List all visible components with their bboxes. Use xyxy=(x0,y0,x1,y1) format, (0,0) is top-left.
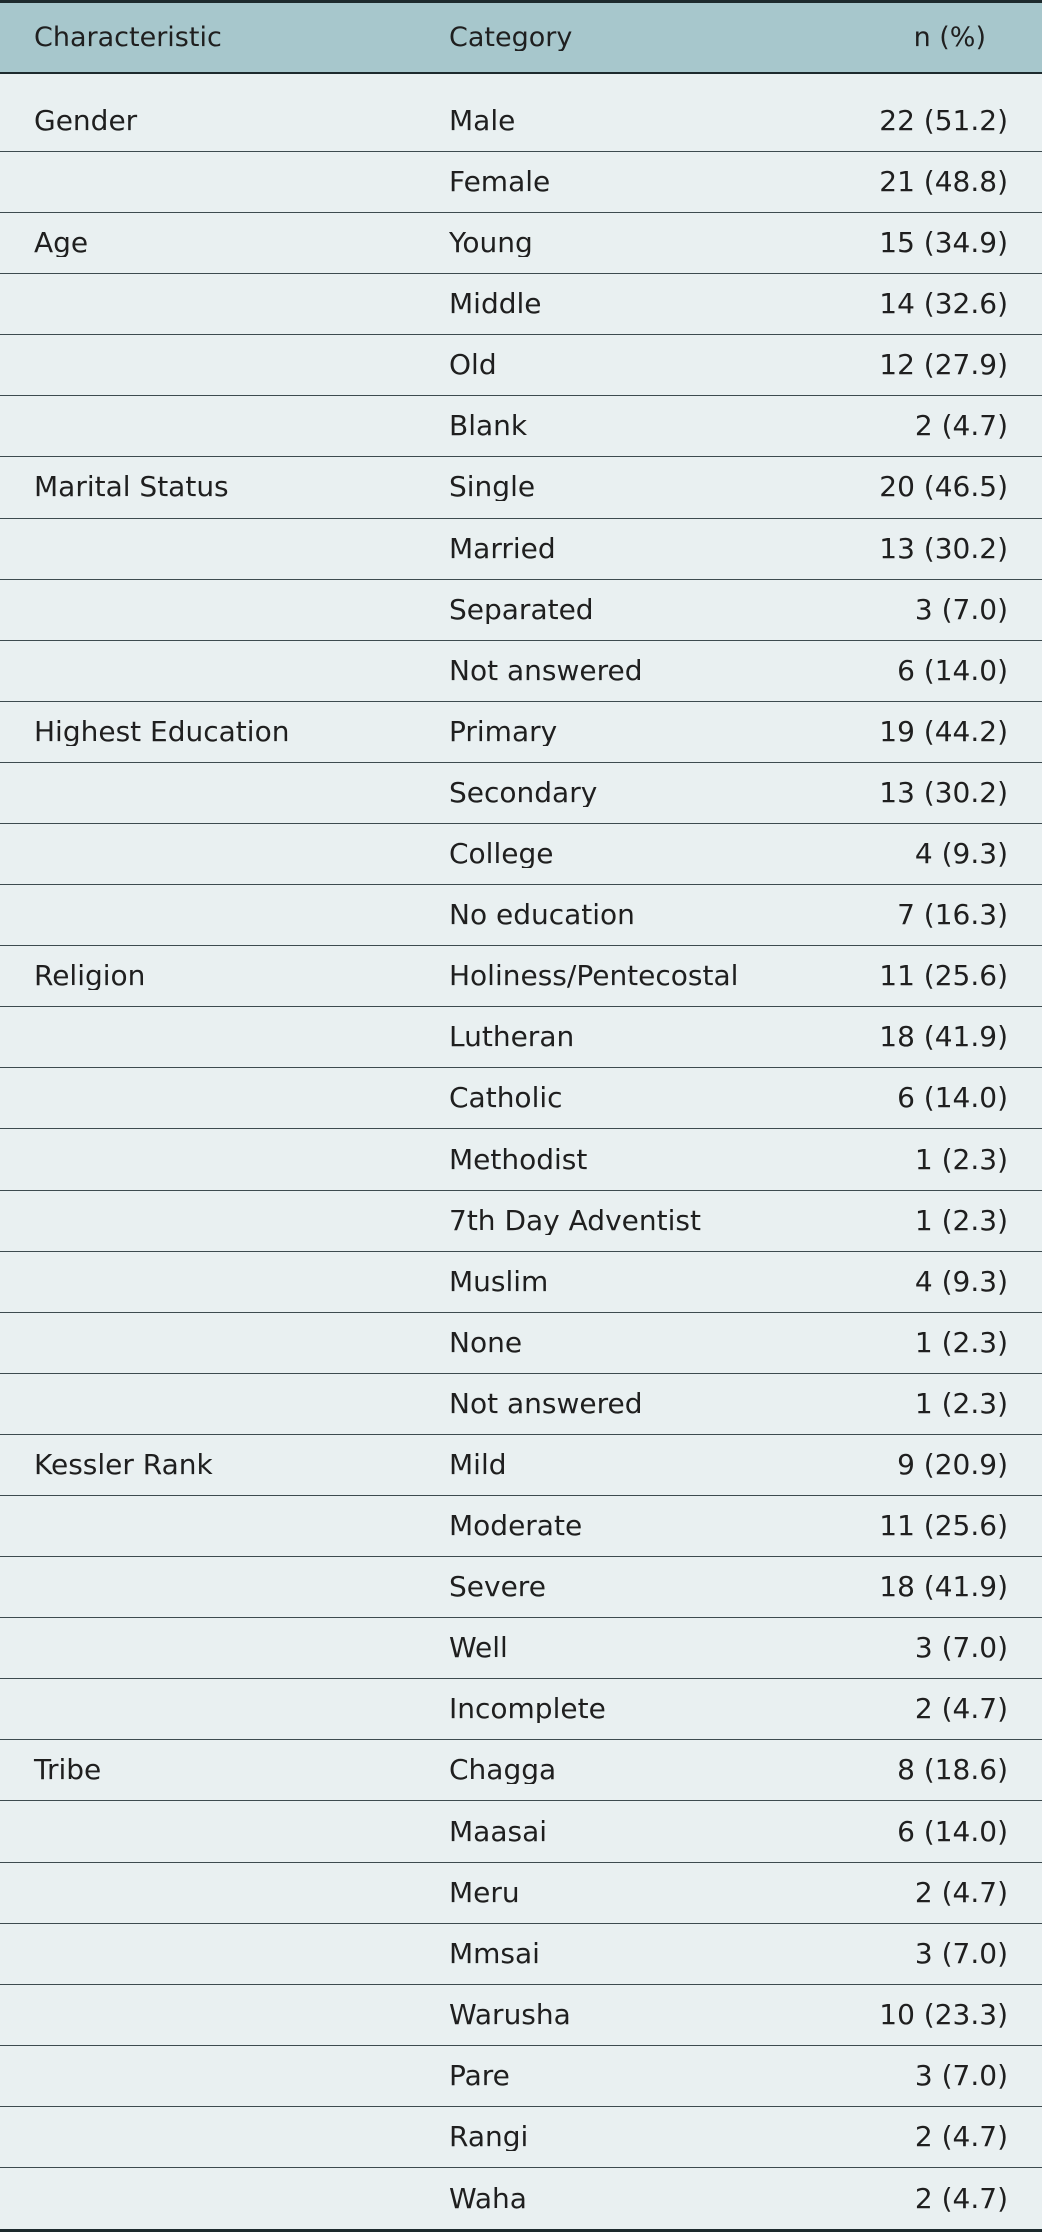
table-row xyxy=(0,885,1042,946)
category-cell: 7th Day Adventist xyxy=(449,1206,701,1235)
count-percent-cell: 13 (30.2) xyxy=(879,534,1008,563)
count-percent-cell: 4 (9.3) xyxy=(914,1267,1008,1296)
count-percent-cell: 18 (41.9) xyxy=(879,1023,1008,1052)
count-percent-cell: 6 (14.0) xyxy=(897,1084,1008,1113)
count-percent-cell: 3 (7.0) xyxy=(914,595,1008,624)
count-percent-cell: 9 (20.9) xyxy=(897,1450,1008,1479)
category-cell: Married xyxy=(449,534,556,563)
count-percent-cell: 1 (2.3) xyxy=(914,1145,1008,1174)
table-row xyxy=(0,1191,1042,1252)
count-percent-cell: 18 (41.9) xyxy=(879,1573,1008,1602)
category-cell: Muslim xyxy=(449,1267,549,1296)
count-percent-cell: 2 (4.7) xyxy=(914,2184,1008,2213)
category-cell: Single xyxy=(449,473,536,502)
category-cell: Methodist xyxy=(449,1145,588,1174)
table-row xyxy=(0,1068,1042,1129)
column-header-category: Category xyxy=(449,23,573,51)
table-row xyxy=(0,335,1042,396)
category-cell: Pare xyxy=(449,2061,510,2090)
table-row xyxy=(0,2168,1042,2229)
count-percent-cell: 11 (25.6) xyxy=(879,962,1008,991)
count-percent-cell: 13 (30.2) xyxy=(879,778,1008,807)
column-header-n-percent: n (%) xyxy=(913,23,986,51)
category-cell: Middle xyxy=(449,290,542,319)
category-cell: Female xyxy=(449,168,551,196)
table-row xyxy=(0,1496,1042,1557)
table-row xyxy=(0,1313,1042,1374)
table-row xyxy=(0,1863,1042,1924)
category-cell: Chagga xyxy=(449,1756,557,1785)
count-percent-cell: 3 (7.0) xyxy=(914,2061,1008,2090)
category-cell: Severe xyxy=(449,1573,546,1602)
table-spacer xyxy=(0,74,1042,91)
count-percent-cell: 2 (4.7) xyxy=(914,2123,1008,2151)
count-percent-cell: 19 (44.2) xyxy=(879,717,1008,746)
category-cell: Maasai xyxy=(449,1817,547,1846)
category-cell: College xyxy=(449,840,554,869)
characteristic-cell: Tribe xyxy=(34,1756,102,1785)
category-cell: Blank xyxy=(449,412,528,441)
count-percent-cell: 7 (16.3) xyxy=(897,901,1008,930)
count-percent-cell: 6 (14.0) xyxy=(897,1817,1008,1846)
table-row xyxy=(0,1374,1042,1435)
table-row xyxy=(0,519,1042,580)
count-percent-cell: 6 (14.0) xyxy=(897,656,1008,685)
table-row xyxy=(0,1924,1042,1985)
table-row xyxy=(0,1435,1042,1496)
category-cell: Male xyxy=(449,106,516,135)
characteristic-cell: Religion xyxy=(34,962,146,991)
category-cell: Not answered xyxy=(449,656,643,685)
category-cell: Holiness/Pentecostal xyxy=(449,962,739,991)
column-header-characteristic: Characteristic xyxy=(34,23,222,51)
count-percent-cell: 1 (2.3) xyxy=(914,1206,1008,1235)
count-percent-cell: 10 (23.3) xyxy=(879,2000,1008,2029)
table-row xyxy=(0,457,1042,518)
category-cell: Meru xyxy=(449,1878,520,1907)
characteristic-cell: Highest Education xyxy=(34,717,290,746)
table-row xyxy=(0,2107,1042,2168)
count-percent-cell: 22 (51.2) xyxy=(879,106,1008,135)
count-percent-cell: 2 (4.7) xyxy=(914,1878,1008,1907)
table-row xyxy=(0,91,1042,152)
count-percent-cell: 21 (48.8) xyxy=(879,168,1008,196)
table-row xyxy=(0,1985,1042,2046)
category-cell: Old xyxy=(449,351,497,380)
characteristic-cell: Marital Status xyxy=(34,473,229,502)
category-cell: Incomplete xyxy=(449,1695,606,1724)
table-row xyxy=(0,1557,1042,1618)
count-percent-cell: 1 (2.3) xyxy=(914,1389,1008,1418)
table-row xyxy=(0,1252,1042,1313)
count-percent-cell: 11 (25.6) xyxy=(879,1512,1008,1541)
table-row xyxy=(0,1129,1042,1190)
category-cell: Secondary xyxy=(449,778,598,807)
table-header-row xyxy=(0,3,1042,74)
count-percent-cell: 14 (32.6) xyxy=(879,290,1008,319)
count-percent-cell: 3 (7.0) xyxy=(914,1634,1008,1663)
category-cell: None xyxy=(449,1328,523,1357)
characteristic-cell: Age xyxy=(34,229,89,258)
table-row xyxy=(0,946,1042,1007)
category-cell: Mmsai xyxy=(449,1939,540,1968)
count-percent-cell: 2 (4.7) xyxy=(914,412,1008,441)
table-row xyxy=(0,1801,1042,1862)
category-cell: Lutheran xyxy=(449,1023,575,1052)
characteristic-cell: Gender xyxy=(34,106,138,135)
category-cell: Separated xyxy=(449,595,594,624)
table-row xyxy=(0,1007,1042,1068)
table-row xyxy=(0,274,1042,335)
table-row xyxy=(0,152,1042,213)
table-row xyxy=(0,641,1042,702)
table-row xyxy=(0,396,1042,457)
table-row xyxy=(0,763,1042,824)
count-percent-cell: 8 (18.6) xyxy=(897,1756,1008,1785)
category-cell: Catholic xyxy=(449,1084,563,1113)
category-cell: No education xyxy=(449,901,635,930)
table-row xyxy=(0,2046,1042,2107)
table-row xyxy=(0,824,1042,885)
category-cell: Young xyxy=(449,229,533,258)
table-row xyxy=(0,1740,1042,1801)
count-percent-cell: 1 (2.3) xyxy=(914,1328,1008,1357)
table-row xyxy=(0,1618,1042,1679)
category-cell: Well xyxy=(449,1634,508,1663)
count-percent-cell: 4 (9.3) xyxy=(914,840,1008,869)
category-cell: Primary xyxy=(449,717,558,746)
count-percent-cell: 2 (4.7) xyxy=(914,1695,1008,1724)
category-cell: Warusha xyxy=(449,2000,571,2029)
characteristic-cell: Kessler Rank xyxy=(34,1450,213,1479)
category-cell: Mild xyxy=(449,1450,507,1479)
count-percent-cell: 15 (34.9) xyxy=(879,229,1008,258)
count-percent-cell: 3 (7.0) xyxy=(914,1939,1008,1968)
category-cell: Waha xyxy=(449,2184,527,2213)
category-cell: Not answered xyxy=(449,1389,643,1418)
table-row xyxy=(0,213,1042,274)
count-percent-cell: 12 (27.9) xyxy=(879,351,1008,380)
category-cell: Moderate xyxy=(449,1512,583,1541)
table-row xyxy=(0,580,1042,641)
table-row xyxy=(0,1679,1042,1740)
table-row xyxy=(0,702,1042,763)
count-percent-cell: 20 (46.5) xyxy=(879,473,1008,502)
category-cell: Rangi xyxy=(449,2123,529,2151)
